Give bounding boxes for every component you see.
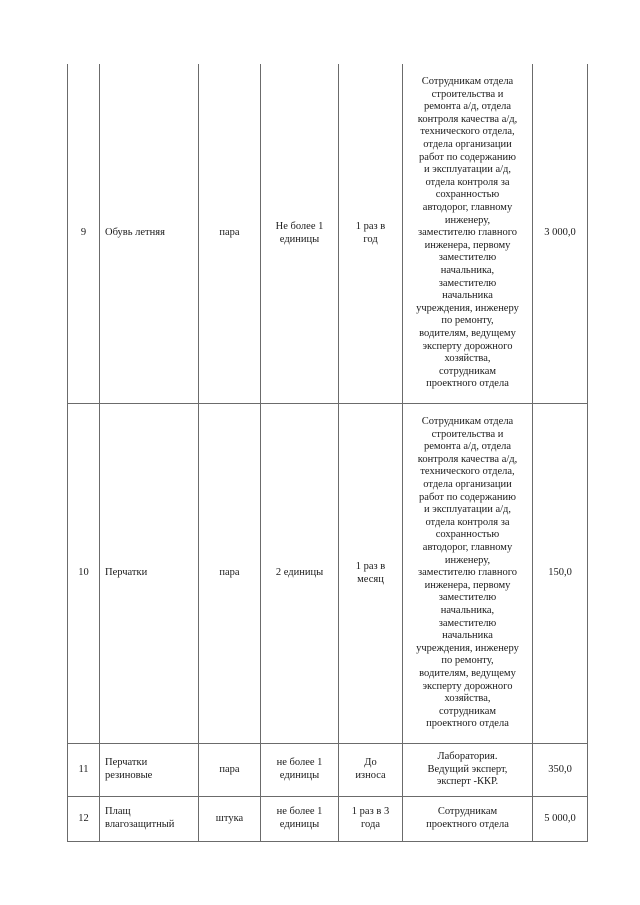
table-body [68, 64, 588, 842]
quantity: 2 единицы [261, 404, 339, 744]
table-row [68, 744, 588, 797]
unit-of-measure: пара [199, 64, 261, 404]
quantity: не более 1 единицы [261, 744, 339, 797]
recipients: Лаборатория. Ведущий эксперт, эксперт -ККР. [403, 744, 533, 797]
issue-frequency: 1 раз в месяц [339, 404, 403, 744]
row-number: 11 [68, 744, 100, 797]
price: 5 000,0 [533, 797, 588, 842]
issue-frequency: 1 раз в год [339, 64, 403, 404]
recipients: Сотрудникам проектного отдела [403, 797, 533, 842]
quantity: Не более 1 единицы [261, 64, 339, 404]
item-name: Перчатки резиновые [100, 744, 199, 797]
table-row [68, 64, 588, 404]
item-name: Обувь летняя [100, 64, 199, 404]
item-name: Перчатки [100, 404, 199, 744]
issue-frequency: До износа [339, 744, 403, 797]
unit-of-measure: пара [199, 744, 261, 797]
price: 150,0 [533, 404, 588, 744]
table-row [68, 797, 588, 842]
quantity: не более 1 единицы [261, 797, 339, 842]
issue-frequency: 1 раз в 3 года [339, 797, 403, 842]
ppe-norms-table [67, 64, 588, 842]
unit-of-measure: пара [199, 404, 261, 744]
recipients: Сотрудникам отдела строительства и ремонта а/д, отдела контроля качества а/д, технического отдела, отдела организации работ по содержанию и эксплуатации а/д, отдела контроля за сохранностью автодорог, главному инженеру, заместителю главного инженера, первому заместителю начальника, заместителю начальника учреждения, инженеру по ремонту, водителям, ведущему эксперту дорожного хозяйства, сотрудникам проектного отдела [403, 64, 533, 404]
price: 350,0 [533, 744, 588, 797]
table-row [68, 404, 588, 744]
recipients: Сотрудникам отдела строительства и ремонта а/д, отдела контроля качества а/д, технического отдела, отдела организации работ по содержанию и эксплуатации а/д, отдела контроля за сохранностью автодорог, главному инженеру, заместителю главного инженера, первому заместителю начальника, заместителю начальника учреждения, инженеру по ремонту, водителям, ведущему эксперту дорожного хозяйства, сотрудникам проектного отдела [403, 404, 533, 744]
row-number: 9 [68, 64, 100, 404]
row-number: 10 [68, 404, 100, 744]
row-number: 12 [68, 797, 100, 842]
unit-of-measure: штука [199, 797, 261, 842]
price: 3 000,0 [533, 64, 588, 404]
item-name: Плащ влагозащитный [100, 797, 199, 842]
